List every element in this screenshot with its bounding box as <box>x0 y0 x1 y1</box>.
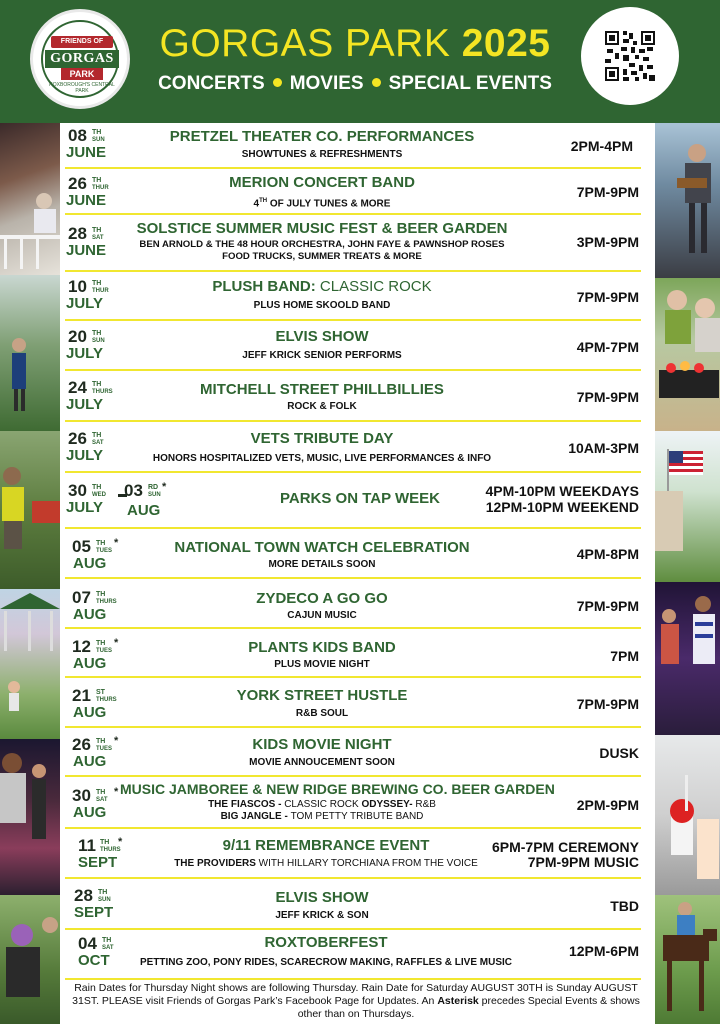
event-day: 26 <box>68 174 87 193</box>
event-row <box>60 930 655 980</box>
event-month: JUNE <box>66 144 107 161</box>
event-title-genre: CLASSIC ROCK <box>315 278 432 295</box>
event-title-main: PLUSH BAND: <box>212 278 316 295</box>
event-weekday: WED <box>92 492 106 498</box>
asterisk-icon: * <box>162 481 167 493</box>
bullet-dot-icon <box>273 78 282 87</box>
band-name: THE PROVIDERS <box>174 858 256 869</box>
event-day: 28 <box>74 886 93 905</box>
qr-code-badge <box>581 7 679 105</box>
asterisk-icon: * <box>114 786 119 798</box>
detail-sup: TH <box>259 198 268 204</box>
band-name: ODYSSEY- <box>358 799 416 810</box>
event-day-suffix: TH <box>102 937 112 944</box>
event-detail <box>120 799 524 811</box>
event-title: MERION CONCERT BAND <box>229 174 415 191</box>
event-time: 2PM-9PM <box>576 797 639 813</box>
event-day: 30 <box>72 786 91 805</box>
band-genre: TOM PETTY TRIBUTE BAND <box>290 811 424 822</box>
event-weekday: THURS <box>96 697 117 703</box>
event-row <box>60 422 655 473</box>
event-time-music: 7PM-9PM MUSIC <box>527 854 639 870</box>
event-row <box>60 473 655 529</box>
event-day-suffix: TH <box>92 280 102 287</box>
event-detail: MORE DETAILS SOON <box>268 559 376 570</box>
event-detail: HONORS HOSPITALIZED VETS, MUSIC, LIVE PERFORMANCES & INFO <box>152 453 492 464</box>
event-end-month: AUG <box>127 502 161 519</box>
event-row <box>60 371 655 422</box>
event-row <box>60 678 655 728</box>
event-row <box>60 529 655 579</box>
event-weekday: THUR <box>92 185 109 191</box>
event-day: 10 <box>68 277 87 296</box>
event-day-suffix: TH <box>98 889 108 896</box>
band-note: WITH HILLARY TORCHIANA FROM THE VOICE <box>255 858 478 869</box>
event-time: 10AM-3PM <box>568 440 639 456</box>
event-time: 4PM-8PM <box>576 546 639 562</box>
photo-band-stage <box>655 582 720 735</box>
event-day-suffix: TH <box>92 330 102 337</box>
event-title: 9/11 REMEMBRANCE EVENT <box>222 837 430 854</box>
event-detail: R&B SOUL <box>295 708 349 719</box>
event-row <box>60 169 655 215</box>
logo-park-text: PARK <box>61 68 103 80</box>
event-row <box>60 321 655 371</box>
event-title: KIDS MOVIE NIGHT <box>252 736 392 753</box>
event-info <box>132 590 512 622</box>
event-time: 6PM-7PM CEREMONY <box>491 839 639 855</box>
event-day-suffix: TH <box>96 640 106 647</box>
event-day-suffix: TH <box>100 839 110 846</box>
photo-park-performers <box>0 275 60 431</box>
event-info <box>126 837 526 870</box>
title-year: 2025 <box>461 22 551 65</box>
event-info <box>132 430 512 465</box>
event-title: ELVIS SHOW <box>275 328 369 345</box>
event-time: 4PM-10PM WEEKDAYS <box>485 483 639 499</box>
event-weekday: SAT <box>92 440 104 446</box>
title-block <box>140 22 570 96</box>
event-day: 20 <box>68 327 87 346</box>
event-title: PLANTS KIDS BAND <box>248 639 396 656</box>
event-time: 7PM-9PM <box>576 289 639 305</box>
event-info <box>132 220 512 263</box>
event-day: 26 <box>68 429 87 448</box>
event-time: 2PM-4PM <box>570 138 633 154</box>
row-divider <box>65 978 641 980</box>
event-time: 7PM-9PM <box>576 696 639 712</box>
event-month: JUNE <box>66 242 107 259</box>
qr-code-icon[interactable] <box>605 31 655 81</box>
event-time: 12PM-6PM <box>568 943 639 959</box>
subtitle-special-events: SPECIAL EVENTS <box>388 73 552 94</box>
event-end-weekday: SUN <box>148 492 161 498</box>
event-month: SEPT <box>74 904 114 921</box>
event-row <box>60 879 655 930</box>
event-month: JULY <box>66 295 103 312</box>
event-title: ROXTOBERFEST <box>264 934 388 951</box>
event-info <box>200 490 520 508</box>
event-detail: MOVIE ANNOUCEMENT SOON <box>249 757 395 768</box>
event-day-suffix: TH <box>92 432 102 439</box>
event-time: 7PM-9PM <box>576 184 639 200</box>
event-day: 04 <box>78 934 97 953</box>
event-row <box>60 579 655 629</box>
event-info <box>120 780 555 823</box>
footer-bold: Asterisk <box>437 995 479 1007</box>
event-weekday: THURS <box>100 847 121 853</box>
event-weekday: SAT <box>102 945 114 951</box>
logo-subtitle: ROXBOROUGH'S CENTRAL PARK <box>49 82 115 94</box>
photo-crowd-purple-hair <box>0 895 60 1024</box>
event-time: 3PM-9PM <box>576 234 639 250</box>
event-detail: PLUS MOVIE NIGHT <box>274 659 370 670</box>
event-day-suffix: TH <box>92 484 102 491</box>
event-title: VETS TRIBUTE DAY <box>250 430 394 447</box>
event-day: 07 <box>72 588 91 607</box>
event-title: YORK STREET HUSTLE <box>236 687 408 704</box>
event-day: 21 <box>72 686 91 705</box>
event-month: SEPT <box>78 854 118 871</box>
event-weekday: TUES <box>96 746 113 752</box>
bullet-dot-icon <box>372 78 381 87</box>
event-time: DUSK <box>599 745 639 761</box>
event-time: 7PM <box>610 648 639 664</box>
event-day-suffix: TH <box>96 789 106 796</box>
event-detail: PETTING ZOO, PONY RIDES, SCARECROW MAKING, RAFFLES & LIVE MUSIC <box>139 957 513 968</box>
event-schedule <box>60 123 655 1024</box>
photo-dancer-yellow-shirt <box>0 431 60 589</box>
event-info <box>132 381 512 413</box>
event-weekday: THURS <box>92 389 113 395</box>
event-row <box>60 728 655 777</box>
event-weekday: SAT <box>96 797 108 803</box>
asterisk-icon: * <box>114 537 119 549</box>
event-day: 30 <box>68 481 87 500</box>
photo-carousel-kids <box>0 589 60 739</box>
event-day-suffix: TH <box>92 177 102 184</box>
event-time: 7PM-9PM <box>576 389 639 405</box>
event-detail: SHOWTUNES & REFRESHMENTS <box>241 149 403 160</box>
event-title: PRETZEL THEATER CO. PERFORMANCES <box>169 128 475 145</box>
event-title: MITCHELL STREET PHILLBILLIES <box>200 381 444 398</box>
event-detail: ROCK & FOLK <box>287 401 357 412</box>
photo-gazebo-crowd <box>0 123 60 275</box>
event-weekday: TUES <box>96 548 113 554</box>
event-detail: CAJUN MUSIC <box>287 610 357 621</box>
photo-seniors-snacks <box>655 278 720 431</box>
asterisk-icon: * <box>114 637 119 649</box>
logo-friends-text: FRIENDS OF <box>51 36 113 48</box>
event-month: JULY <box>66 499 103 516</box>
band-genre: CLASSIC ROCK <box>284 799 359 810</box>
event-time: TBD <box>610 898 639 914</box>
event-weekday: SAT <box>92 235 104 241</box>
event-month: JULY <box>66 345 103 362</box>
band-name: THE FIASCOS - <box>208 799 285 810</box>
event-info <box>132 539 512 571</box>
event-title: SOLSTICE SUMMER MUSIC FEST & BEER GARDEN <box>136 220 508 237</box>
event-detail: JEFF KRICK & SON <box>275 910 369 921</box>
event-time-weekend: 12PM-10PM WEEKEND <box>485 499 639 515</box>
event-day-suffix: TH <box>92 227 102 234</box>
event-title: ZYDECO A GO GO <box>256 590 388 607</box>
event-title <box>132 278 512 296</box>
event-info <box>132 639 512 671</box>
event-day: 05 <box>72 537 91 556</box>
event-day-suffix: TH <box>92 381 102 388</box>
event-title: ELVIS SHOW <box>275 889 369 906</box>
event-day: 24 <box>68 378 87 397</box>
event-weekday: SUN <box>98 897 111 903</box>
event-day-suffix: TH <box>96 591 106 598</box>
event-detail: JEFF KRICK SENIOR PERFORMS <box>242 350 402 361</box>
detail-day: 4 <box>253 198 260 210</box>
event-detail <box>126 858 526 870</box>
event-day-suffix: TH <box>92 129 102 136</box>
event-info <box>132 174 512 210</box>
footer-text: precedes Special Events & shows other than on Thursdays. <box>297 995 640 1020</box>
logo-gorgas-text: GORGAS <box>45 50 119 68</box>
event-detail <box>120 811 524 823</box>
event-day-suffix: TH <box>96 540 106 547</box>
event-end-day-suffix: RD <box>148 484 159 491</box>
header-banner <box>0 0 720 123</box>
event-day: 26 <box>72 735 91 754</box>
subtitle-movies: MOVIES <box>289 73 364 94</box>
event-row <box>60 123 655 169</box>
footer-text: Rain Dates for Thursday Night shows are following Thursday. Rain Date for Saturday AUGUST 30TH is Sunday AUGUST 31ST. PLEASE visit Friends of Gorgas Park’s Facebook Page for Updates. An <box>72 982 638 1007</box>
event-row <box>60 215 655 272</box>
event-weekday: THURS <box>96 599 117 605</box>
subtitle <box>140 72 570 96</box>
event-month: OCT <box>78 952 110 969</box>
event-month: AUG <box>73 606 107 623</box>
asterisk-icon: * <box>118 836 123 848</box>
event-month: AUG <box>73 704 107 721</box>
event-info <box>132 687 512 720</box>
event-info <box>132 889 512 922</box>
photo-water-ice <box>655 735 720 895</box>
photo-guitarist <box>655 123 720 278</box>
event-weekday: TUES <box>96 648 113 654</box>
event-month: JULY <box>66 447 103 464</box>
event-detail: BEN ARNOLD & THE 48 HOUR ORCHESTRA, JOHN FAYE & PAWNSHOP ROSES <box>139 239 505 250</box>
event-row <box>60 629 655 678</box>
event-title: PARKS ON TAP WEEK <box>279 490 440 507</box>
event-month: AUG <box>73 655 107 672</box>
detail-rest: OF JULY TUNES & MORE <box>267 198 391 210</box>
photo-singer-stage <box>0 739 60 895</box>
title-main: GORGAS PARK <box>159 22 451 65</box>
event-info <box>132 328 512 362</box>
event-detail: PLUS HOME SKOOLD BAND <box>253 300 391 311</box>
event-date <box>66 127 130 167</box>
event-title: NATIONAL TOWN WATCH CELEBRATION <box>174 539 470 556</box>
event-end-day: 03 <box>124 481 143 500</box>
asterisk-icon: * <box>114 735 119 747</box>
event-month: AUG <box>73 804 107 821</box>
event-month: AUG <box>73 753 107 770</box>
event-weekday: THUR <box>92 288 109 294</box>
event-info <box>132 128 512 161</box>
event-day-suffix: ST <box>96 689 105 696</box>
rain-date-note <box>66 982 646 1021</box>
event-weekday: SUN <box>92 137 105 143</box>
event-title: MUSIC JAMBOREE & NEW RIDGE BREWING CO. BEER GARDEN <box>120 781 555 797</box>
event-day: 11 <box>78 836 96 855</box>
event-info <box>126 934 526 969</box>
subtitle-concerts: CONCERTS <box>158 73 265 94</box>
event-weekday: SUN <box>92 338 105 344</box>
band-genre: R&B <box>415 799 436 810</box>
event-row <box>60 777 655 829</box>
photo-american-flag <box>655 431 720 582</box>
event-info <box>132 278 512 312</box>
event-month: AUG <box>73 555 107 572</box>
event-time: 7PM-9PM <box>576 598 639 614</box>
event-detail: FOOD TRUCKS, SUMMER TREATS & MORE <box>222 251 422 262</box>
event-day: 28 <box>68 224 87 243</box>
event-row <box>60 272 655 321</box>
event-day-suffix: TH <box>96 738 106 745</box>
event-detail <box>132 195 512 210</box>
band-name: BIG JANGLE - <box>220 811 291 822</box>
event-time: 4PM-7PM <box>576 339 639 355</box>
event-month: JULY <box>66 396 103 413</box>
event-info <box>132 736 512 769</box>
event-day: 12 <box>72 637 91 656</box>
friends-of-gorgas-park-logo <box>30 9 130 109</box>
event-row <box>60 829 655 879</box>
page-title <box>140 22 570 66</box>
event-month: JUNE <box>66 192 107 209</box>
photo-pony-ride <box>655 895 720 1024</box>
event-day: 08 <box>68 126 87 145</box>
